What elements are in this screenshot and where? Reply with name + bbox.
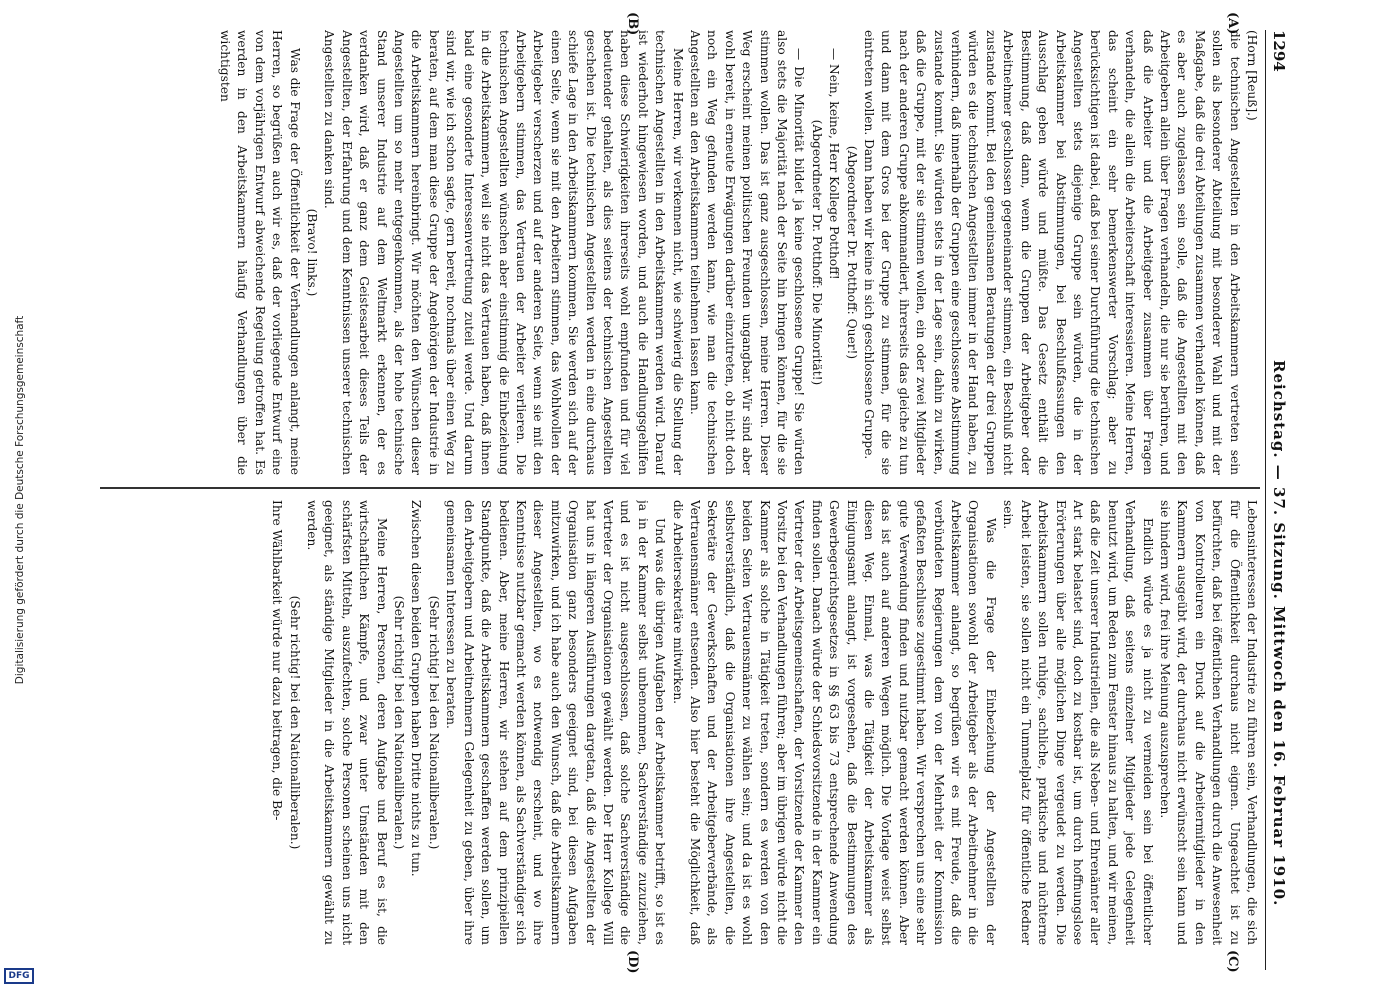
margin-marker-b: (B) bbox=[625, 12, 640, 36]
paragraph: Was die Frage der Einbeziehung der Angestellten der Organisationen sowohl der Arbeitgeber als der Arbeitnehmer in die Arbeitskammer anlangt, so begrüßen wir es mit Freude, daß die verbündeten Regierungen dem von der Mehrheit der Kommission gefaßten Beschlusse zugestimmt haben. Wir versprechen uns eine sehr gute Verwendung finden und nutzbar gemacht werden können. Aber das ist auch auf anderen Wegen möglich. Die Vorlage weist selbst diesen Weg. Einmal, was die Tätigkeit der Arbeitskammer als Einigungsamt anlangt, ist vorgesehen, daß die Bestimmungen des Gewerbegerichtsgesetzes in §§ 63 bis 73 entsprechende Anwendung finden sollen. Danach würde der Schiedsvorsitzende in der Kammer ein Vertreter der Arbeitsgemeinschaften, der Vorsitzende der Kammer den Vorsitz bei den Verhandlungen führen; aber im übrigen würde nicht die Kammer als solche in Tätigkeit treten, sondern es werden von den beiden Seiten Vertrauensmänner zu wählen sein; und da ist es wohl selbstverständlich, daß die Organisationen ihre Angestellten, die Sekretäre der Gewerkschaften und der Arbeitgeberverbände, als Vertrauensmänner entsenden. Also hier besteht die Möglichkeit, daß die Arbeitersekretäre mitwirken. bbox=[670, 500, 998, 945]
paragraph: Und was die übrigen Aufgaben der Arbeitskammer betrifft, so ist es ja in der Kammer selbst unbenommen, Sachverständige zuzuziehen, und es ist nicht ausgeschlossen, daß solche Sachverständige die Vertreter der Organisationen gewählt werden. Der Herr Kollege Will hat uns in längeren Ausführungen dargetan, daß die Angestellten der Organisation ganz besonders geeignet sind, bei diesen Aufgaben mitzuwirken, und ich habe auch den Wunsch, daß die Arbeitskammern dieser Angestellten, wo es notwendig erscheint, und wo ihre Kenntnisse nutzbar gemacht werden können, als Sachverständiger sich bedienen. Aber, meine Herren, wir stehen auf dem prinzipiellen Standpunkte, daß die Arbeitskammern geschaffen werden sollen, um den Arbeitgebern und Arbeitnehmern Gelegenheit zu geben, über ihre gemeinsamen Interessen zu beraten. bbox=[444, 500, 668, 945]
column-divider bbox=[100, 487, 1260, 489]
page-number: 1294 bbox=[1270, 30, 1288, 72]
digitization-note bbox=[0, 0, 40, 1000]
interjection: (Sehr richtig! bei den Nationalliberalen.) bbox=[426, 595, 441, 850]
interjection: (Bravo! links.) bbox=[305, 208, 320, 297]
paragraph: Zwischen diesen beiden Gruppen haben Dritte nichts zu tun. bbox=[409, 500, 424, 877]
paragraph: Lebensinteressen der Industrie zu führen sein, Verhandlungen, die sich für die Öffentlichkeit durchaus nicht eignen. Ungeachtet ist zu befürchten, daß bei öffentlichen Verhandlungen durch die Anwesenheit von Kontrolleuren ein Druck auf die Arbeitermitglieder in den Kammern ausgeübt wird, der durchaus nicht erwünscht sein kann und sie hindern wird, frei ihre Meinung auszusprechen. bbox=[1157, 500, 1259, 945]
left-column bbox=[100, 30, 1260, 475]
paragraph: Ihre Wählbarkeit würde nur dazu beitragen, die Be- bbox=[270, 500, 285, 821]
paragraph: die technischen Angestellten in den Arbeitskammern vertreten sein sollen als besonderer Abteilung mit besonderer Wahl und mit der Maßgabe, daß die drei Abteilungen zusammen verhandeln können, daß es aber auch zugelassen sein solle, daß die Angestellten mit den Arbeitgebern allein über Fragen verhandeln, die nur sie berühren, und daß die Arbeiter und die Arbeitgeber zusammen über Fragen verhandeln, die allein die Arbeiterschaft interessieren. Meine Herren, das scheint ein sehr bemerkenswerter Vorschlag; aber zu berücksichtigen ist dabei, daß bei seiner Durchführung die technischen Angestellten stets diejenige Gruppe sein würden, die in der Arbeitskammer bei Abstimmungen, bei Beschlußfassungen den Ausschlag geben würde und müßte. Das Gesetz enthält die Bestimmung, daß dann, wenn die Gruppen der Arbeitgeber oder Arbeitnehmer geschlossen gegeneinander stimmen, ein Beschluß nicht zustande kommt. Bei den gemeinsamen Beratungen der drei Gruppen würden es die technischen Angestellten immer in der Hand haben, zu verhindern, daß innerhalb der Gruppen eine geschlossene Abstimmung zustande kommt. Sie würden stets in der Lage sein, dahin zu wirken, daß die Gruppe, mit der sie stimmen wollen, ein oder zwei Mitglieder nach der anderen Gruppe abkommandiert, ihrerseits das gleiche zu tun und dann mit dem Gros bei der Gruppe zu stimmen, für die sie eintreten wollen. Dann haben wir keine in sich geschlossene Gruppe. bbox=[862, 30, 1242, 475]
margin-marker-d: (D) bbox=[625, 950, 640, 974]
margin-marker-c: (C) bbox=[1225, 950, 1240, 973]
interjection: (Abgeordneter Dr. Potthoff: Die Minorität!) bbox=[809, 119, 824, 386]
interjection: (Sehr richtig! bei den Nationalliberalen.) bbox=[287, 595, 302, 850]
dfg-logo: DFG bbox=[4, 968, 34, 984]
rotated-page-content bbox=[85, 0, 1300, 1000]
paragraph: Was die Frage der Öffentlichkeit der Verhandlungen anlangt, meine Herren, so begrüßen auch wir es, daß der vorliegende Entwurf eine von dem vorjährigen Entwurf abweichende Regelung getroffen hat. Es werden in den Arbeitskammern häufig Verhandlungen über die wichtigsten bbox=[218, 30, 302, 475]
paragraph: — Die Minorität bildet ja keine geschlossene Gruppe! Sie würden also stets die Majorität nach der Seite hin bringen können, für die sie stimmen wollen. Das ist ganz ausgeschlossen, meine Herren. Dieser Weg erscheint meinen politischen Freunden ungangbar. Wir sind aber wohl bereit, in erneute Erwägungen darüber einzutreten, ob nicht doch noch ein Weg gefunden werden kann, wie man die technischen Angestellten an den Arbeitskammern teilnehmen lassen kann. bbox=[688, 30, 807, 475]
paragraph: — Nein, keine, Herr Kollege Potthoff! bbox=[827, 48, 842, 280]
interjection: (Abgeordneter Dr. Potthoff: Quer!) bbox=[844, 145, 859, 360]
right-column bbox=[100, 500, 1260, 945]
running-head: Reichstag. — 37. Sitzung. Mittwoch den 16. Februar 1910. bbox=[1270, 360, 1288, 907]
paragraph: Endlich würde es ja nicht zu vermeiden sein bei öffentlicher Verhandlung, daß seitens einzelner Mitglieder jede Gelegenheit benutzt wird, um Reden zum Fenster hinaus zu halten, und wir meinen, daß die Zeit unserer Industriellen, die als Neben- und Ehrenämter aller Art stark belastet sind, doch zu kostbar ist, um durch hoffnungslose Erörterungen über alle möglichen Dinge vergeudet zu werden. Die Arbeitskammern sollen ruhige, sachliche, praktische und nüchterne Arbeit leisten, sie sollen nicht ein Tummelplatz für öffentliche Redner sein. bbox=[1001, 500, 1155, 945]
interjection: (Sehr richtig! bei den Nationalliberalen.) bbox=[392, 595, 407, 850]
page-header bbox=[1265, 30, 1288, 970]
paragraph: Meine Herren, Personen, deren Aufgabe und Beruf es ist, die wirtschaftlichen Kämpfe, und zwar unter Umständen mit den schärfsten Mitteln, auszufechten, solche Personen scheinen uns nicht geeignet, als ständige Mitglieder in die Arbeitskammern gewählt zu werden. bbox=[305, 500, 389, 945]
paragraph: Meine Herren, wir verkennen nicht, wie schwierig die Stellung der technischen Angestellten in den Arbeitskammern werden wird. Darauf ist wiederholt hingewiesen worden, und auch die Handlungsgehilfen haben diese Schwierigkeiten ihrerseits wohl empfunden und für viel bedeutender gehalten, als dies seitens der technischen Angestellten geschehen ist. Die technischen Angestellten werden in eine durchaus schiefe Lage in den Arbeitskammern kommen. Sie werden sich auf der einen Seite, wenn sie mit den Arbeitern stimmen, das Wohlwollen der Arbeitgeber verscherzen und auf der anderen Seite, wenn sie mit den Arbeitgebern stimmen, das Vertrauen der Arbeiter verlieren. Die technischen Angestellten wünschen aber einstimmig die Einbeziehung in die Arbeitskammern, weil sie nicht das Vertrauen haben, daß ihnen bald eine gesonderte Interessenvertretung zuteil werde. Und darum sind wir, wie ich schon sagte, gern bereit, nochmals über einen Weg zu beraten, auf dem man diese Gruppe der Angehörigen der Industrie in die Arbeitskammern hereinbringt. Wir möchten den Wünschen dieser Angestellten um so mehr entgegenkommen, als der hohe technische Stand unserer Industrie auf dem Weltmarkt erkennen, der es verdanken wird, daß er ganz dem Geistesarbeit dieses Teils der Angestellten, der Erfahrung und dem Kenntnissen unserer technischen Angestellten zu danken sind. bbox=[322, 30, 685, 475]
digitization-note-text: Digitalisierung gefördert durch die Deutsche Forschungsgemeinschaft bbox=[14, 315, 26, 685]
margin-marker-a: (A) bbox=[1225, 12, 1240, 35]
paragraph: (Horn [Reuß].) bbox=[1245, 30, 1259, 121]
